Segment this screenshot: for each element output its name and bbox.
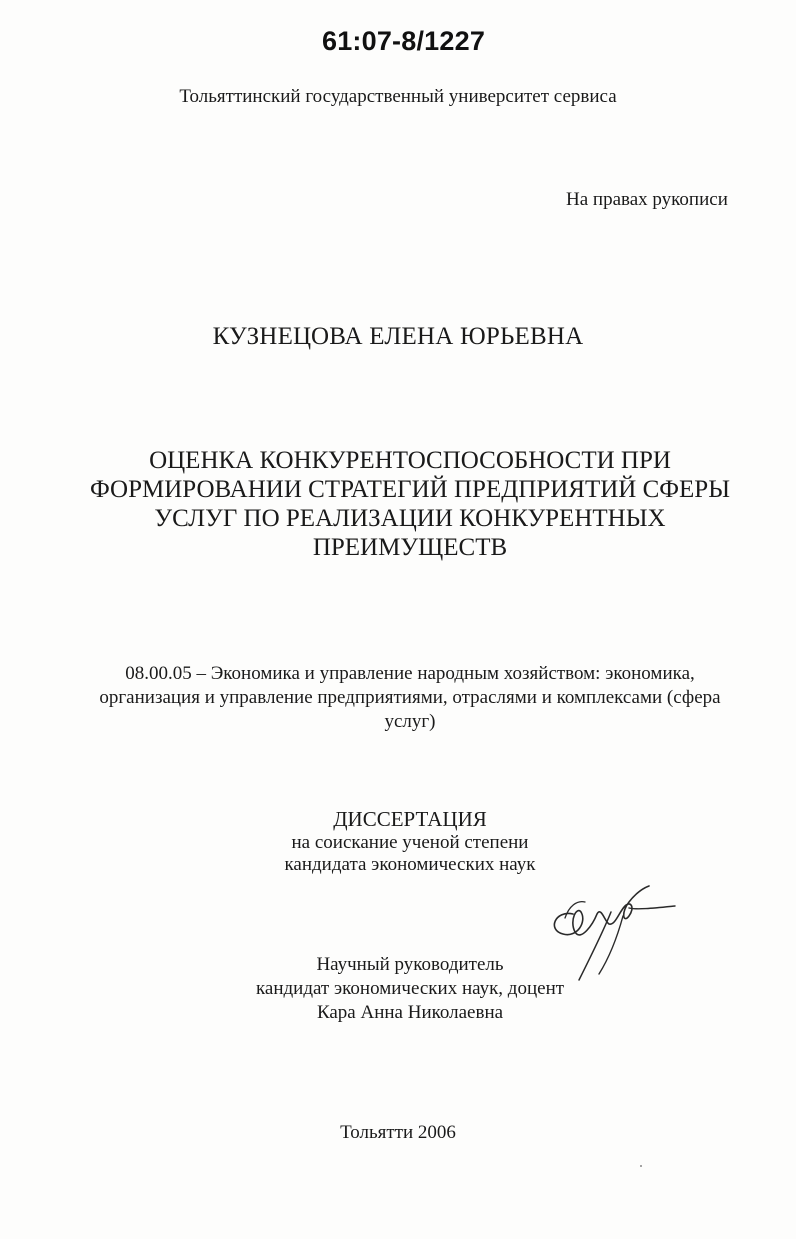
- dissertation-title: [60, 446, 760, 562]
- specialty-code: [60, 662, 760, 734]
- title-line: УСЛУГ ПО РЕАЛИЗАЦИИ КОНКУРЕНТНЫХ: [154, 505, 666, 532]
- supervisor-block: [220, 953, 600, 1025]
- degree-line: кандидата экономических наук: [284, 854, 536, 875]
- rights-note: На правах рукописи: [566, 189, 728, 210]
- supervisor-role: Научный руководитель: [316, 954, 504, 975]
- supervisor-name: Кара Анна Николаевна: [316, 1002, 504, 1023]
- author-name: КУЗНЕЦОВА ЕЛЕНА ЮРЬЕВНА: [212, 323, 584, 350]
- title-line: ПРЕИМУЩЕСТВ: [312, 534, 508, 561]
- dissertation-heading: ДИССЕРТАЦИЯ: [333, 807, 487, 831]
- dissertation-block: [250, 806, 570, 876]
- supervisor-degree: кандидат экономических наук, доцент: [255, 978, 565, 999]
- city-year: Тольятти 2006: [340, 1122, 456, 1143]
- specialty-line: организация и управление предприятиями, отраслями и комплексами (сфера: [99, 687, 721, 708]
- title-line: ФОРМИРОВАНИИ СТРАТЕГИЙ ПРЕДПРИЯТИЙ СФЕРЫ: [90, 476, 730, 503]
- title-line: ОЦЕНКА КОНКУРЕНТОСПОСОБНОСТИ ПРИ: [149, 447, 671, 474]
- university-name: Тольяттинский государственный университет сервиса: [179, 86, 617, 107]
- specialty-line: 08.00.05 – Экономика и управление народным хозяйством: экономика,: [125, 663, 695, 684]
- degree-line: на соискание ученой степени: [291, 832, 529, 853]
- scan-speck: [640, 1165, 642, 1167]
- library-stamp: 61:07-8/1227: [322, 26, 486, 56]
- specialty-line: услуг): [384, 711, 436, 732]
